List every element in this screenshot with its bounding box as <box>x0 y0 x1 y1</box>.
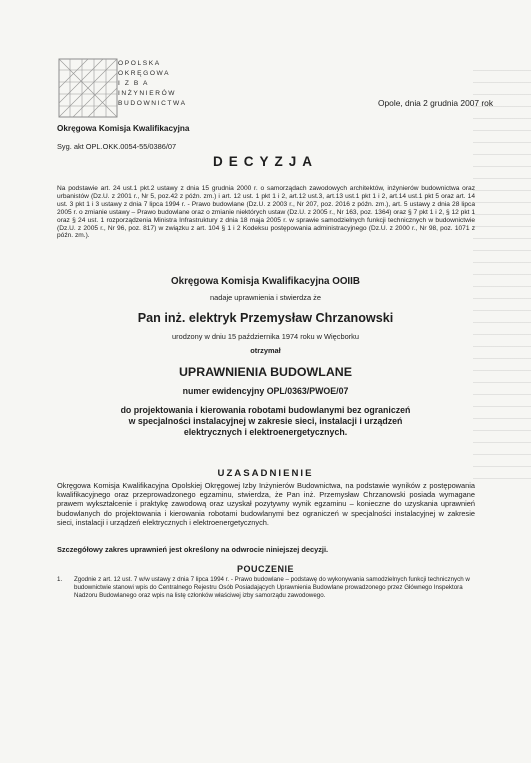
commission-label: Okręgowa Komisja Kwalifikacyjna <box>57 124 190 133</box>
instructions-heading: POUCZENIE <box>236 564 294 574</box>
recipient-name: Pan inż. elektryk Przemysław Chrzanowski <box>137 311 394 325</box>
justification-paragraph: Okręgowa Komisja Kwalifikacyjna Opolskiej Okręgowej Izby Inżynierów Budownictwa, na podstawie wyników z postępowania kwalifikacyjnego oraz przeprowadzonego egzaminu, stwierdza, że Pan inż. Przemysław Chrzanowski posiada wymagane prawem wykształcenie i praktykę zawodową oraz uzyskał pozytywny wynik egzaminu – konieczne do uzyskania uprawnień budowlanych do projektowania i kierowania robotami budowlanymi bez ograniczeń w specjalności instalacyjnej w zakresie sieci, instalacji i urządzeń elektrycznych i elektroenergetycznych. <box>57 481 475 527</box>
instruction-number: 1. <box>57 576 63 583</box>
chamber-name <box>118 59 187 109</box>
case-signature: Syg. akt OPL.OKK.0054-55/0386/07 <box>57 142 177 151</box>
document-date: Opole, dnia 2 grudnia 2007 rok <box>378 98 494 108</box>
chamber-name-line: OKRĘGOWA <box>118 70 171 77</box>
chamber-name-line: BUDOWNICTWA <box>118 100 187 107</box>
granting-commission: Okręgowa Komisja Kwalifikacyjna OOIIB <box>171 276 360 287</box>
scope-line: elektrycznych i elektroenergetycznych. <box>183 427 348 437</box>
justification-heading: UZASADNIENIE <box>217 468 314 479</box>
obtained-label: otrzymał <box>250 346 281 355</box>
recipient-birth: urodzony w dniu 15 października 1974 roku w Więcborku <box>172 332 359 341</box>
chamber-name-line: OPOLSKA <box>118 60 161 67</box>
scope-line: do projektowania i kierowania robotami budowlanymi bez ograniczeń <box>120 405 411 415</box>
instruction-item <box>57 576 475 607</box>
scope-detail-note: Szczegółowy zakres uprawnień jest określony na odwrocie niniejszej decyzji. <box>57 545 329 554</box>
scope-line: w specjalności instalacyjnej w zakresie sieci, instalacji i urządzeń <box>128 416 403 426</box>
chamber-name-line: I Z B A <box>118 80 149 87</box>
instruction-text: Zgodnie z art. 12 ust. 7 w/w ustawy z dnia 7 lipca 1994 r. - Prawo budowlane – podstawę do wykonywania samodzielnych funkcji technicznych w budownictwie stanowi wpis do Centralnego Rejestru Osób Posiadających Uprawnienia Budowlane prowadzonego przez Głównego Inspektora Nadzoru Budowlanego oraz wpis na listę członków właściwej izby samorządu zawodowego. <box>74 576 470 599</box>
grants-statement: nadaje uprawnienia i stwierdza że <box>210 293 321 302</box>
registration-number: numer ewidencyjny OPL/0363/PWOE/07 <box>182 386 349 396</box>
permission-scope <box>0 405 531 438</box>
oiib-logo-grid-icon <box>58 58 118 118</box>
document-title: DECYZJA <box>212 154 318 169</box>
permission-title: UPRAWNIENIA BUDOWLANE <box>178 365 352 379</box>
chamber-name-line: INŻYNIERÓW <box>118 90 177 97</box>
legal-basis-paragraph: Na podstawie art. 24 ust.1 pkt.2 ustawy z dnia 15 grudnia 2000 r. o samorządach zawodowych architektów, inżynierów budownictwa oraz urbanistów (Dz.U. z 2001 r., Nr 5, poz.42 z późn. zm.) i art. 12 ust. 1 pkt 1 i 2, art.12 ust.3, art.13 ust.1 pkt 1 i 2, art.14 ust.1 pkt 5 oraz art. 14 ust. 3 pkt 1 i 3 ustawy z dnia 7 lipca 1994 r. - Prawo budowlane (Dz.U. z 2003 r., Nr 207, poz. 2016 z późn. zm.), art. 5 ustawy z dnia 28 lipca 2005 r. o zmianie ustawy – Prawo budowlane oraz o zmianie niektórych ustaw (Dz.U. z 2005 r., Nr 163, poz. 1364) oraz § 7 pkt 1 i 2, § 12 pkt 1 oraz § 24 ust. 1 rozporządzenia Ministra Infrastruktury z dnia 18 maja 2005 r. w sprawie samodzielnych funkcji technicznych w budownictwie (Dz.U. z 2005 r., Nr 96, poz. 817) w związku z art. 104 § 1 i 2 Kodeksu postępowania administracyjnego (Dz.U. z 2000 r., Nr 98, poz. 1071 z późn. zm.). <box>57 185 475 240</box>
